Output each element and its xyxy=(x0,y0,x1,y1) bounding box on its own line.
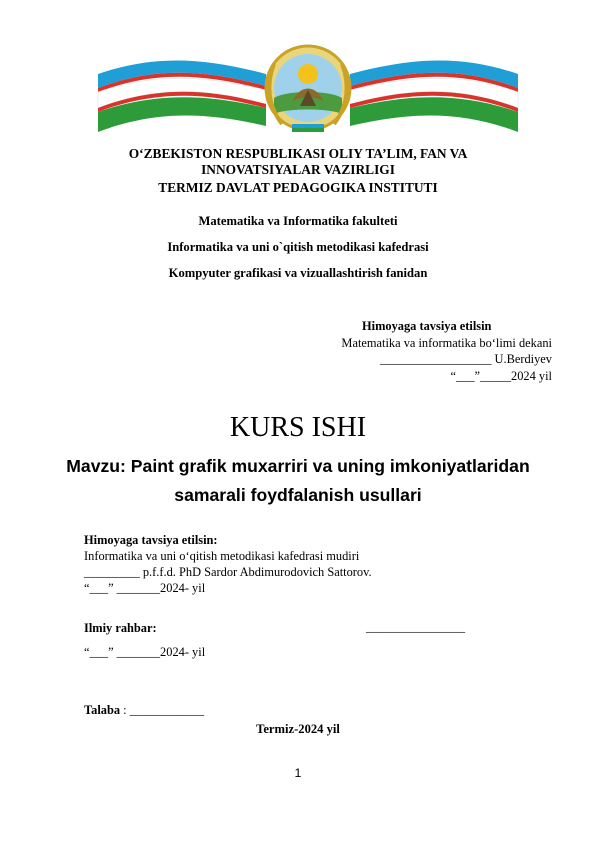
supervisor-signature-line: ________________ xyxy=(366,620,466,634)
defense-heading: Himoyaga tavsiya etilsin: xyxy=(84,533,218,547)
approval-heading: Himoyaga tavsiya etilsin xyxy=(362,319,492,333)
defense-position: Informatika va uni o‘qitish metodikasi kafedrasi mudiri xyxy=(84,549,360,563)
document-title: KURS ISHI xyxy=(229,412,367,443)
supervisor-date: “___” _______2024- yil xyxy=(84,645,206,659)
topic-line-2: samarali foydfalanish usullari xyxy=(174,485,422,505)
state-emblem-banner xyxy=(96,44,520,136)
approval-signature: __________________ U.Berdiyev xyxy=(379,352,552,366)
approval-position: Matematika va informatika bo‘limi dekani xyxy=(341,335,552,350)
supervisor-label: Ilmiy rahbar: xyxy=(84,621,157,635)
defense-date: “___” _______2024- yil xyxy=(84,581,206,595)
city-year: Termiz-2024 yil xyxy=(256,722,340,736)
student-label: Talaba xyxy=(84,703,121,717)
topic-line-1: Mavzu: Paint grafik muxarriri va uning imkoniyatlaridan xyxy=(66,456,530,476)
ministry-line-2: INNOVATSIYALAR VAZIRLIGI xyxy=(201,162,395,177)
student-value: : ____________ xyxy=(123,703,205,717)
subject-name: Kompyuter grafikasi va vizuallashtirish fanidan xyxy=(168,266,428,280)
student-row xyxy=(84,702,204,718)
topic xyxy=(0,452,596,510)
institute-name: TERMIZ DAVLAT PEDAGOGIKA INSTITUTI xyxy=(158,180,438,195)
department-name: Informatika va uni o`qitish metodikasi kafedrasi xyxy=(167,240,429,254)
ministry-name xyxy=(0,146,596,178)
page-number: 1 xyxy=(294,766,302,780)
approval-block xyxy=(341,318,552,384)
approval-date: “___”_____2024 yil xyxy=(450,368,552,383)
defense-signature: _________ p.f.f.d. PhD Sardor Abdimurodovich Sattorov. xyxy=(84,565,372,579)
faculty-name: Matematika va Informatika fakulteti xyxy=(198,214,398,228)
ministry-line-1: O‘ZBEKISTON RESPUBLIKASI OLIY TA’LIM, FAN VA xyxy=(128,146,468,161)
defense-block xyxy=(84,532,372,596)
